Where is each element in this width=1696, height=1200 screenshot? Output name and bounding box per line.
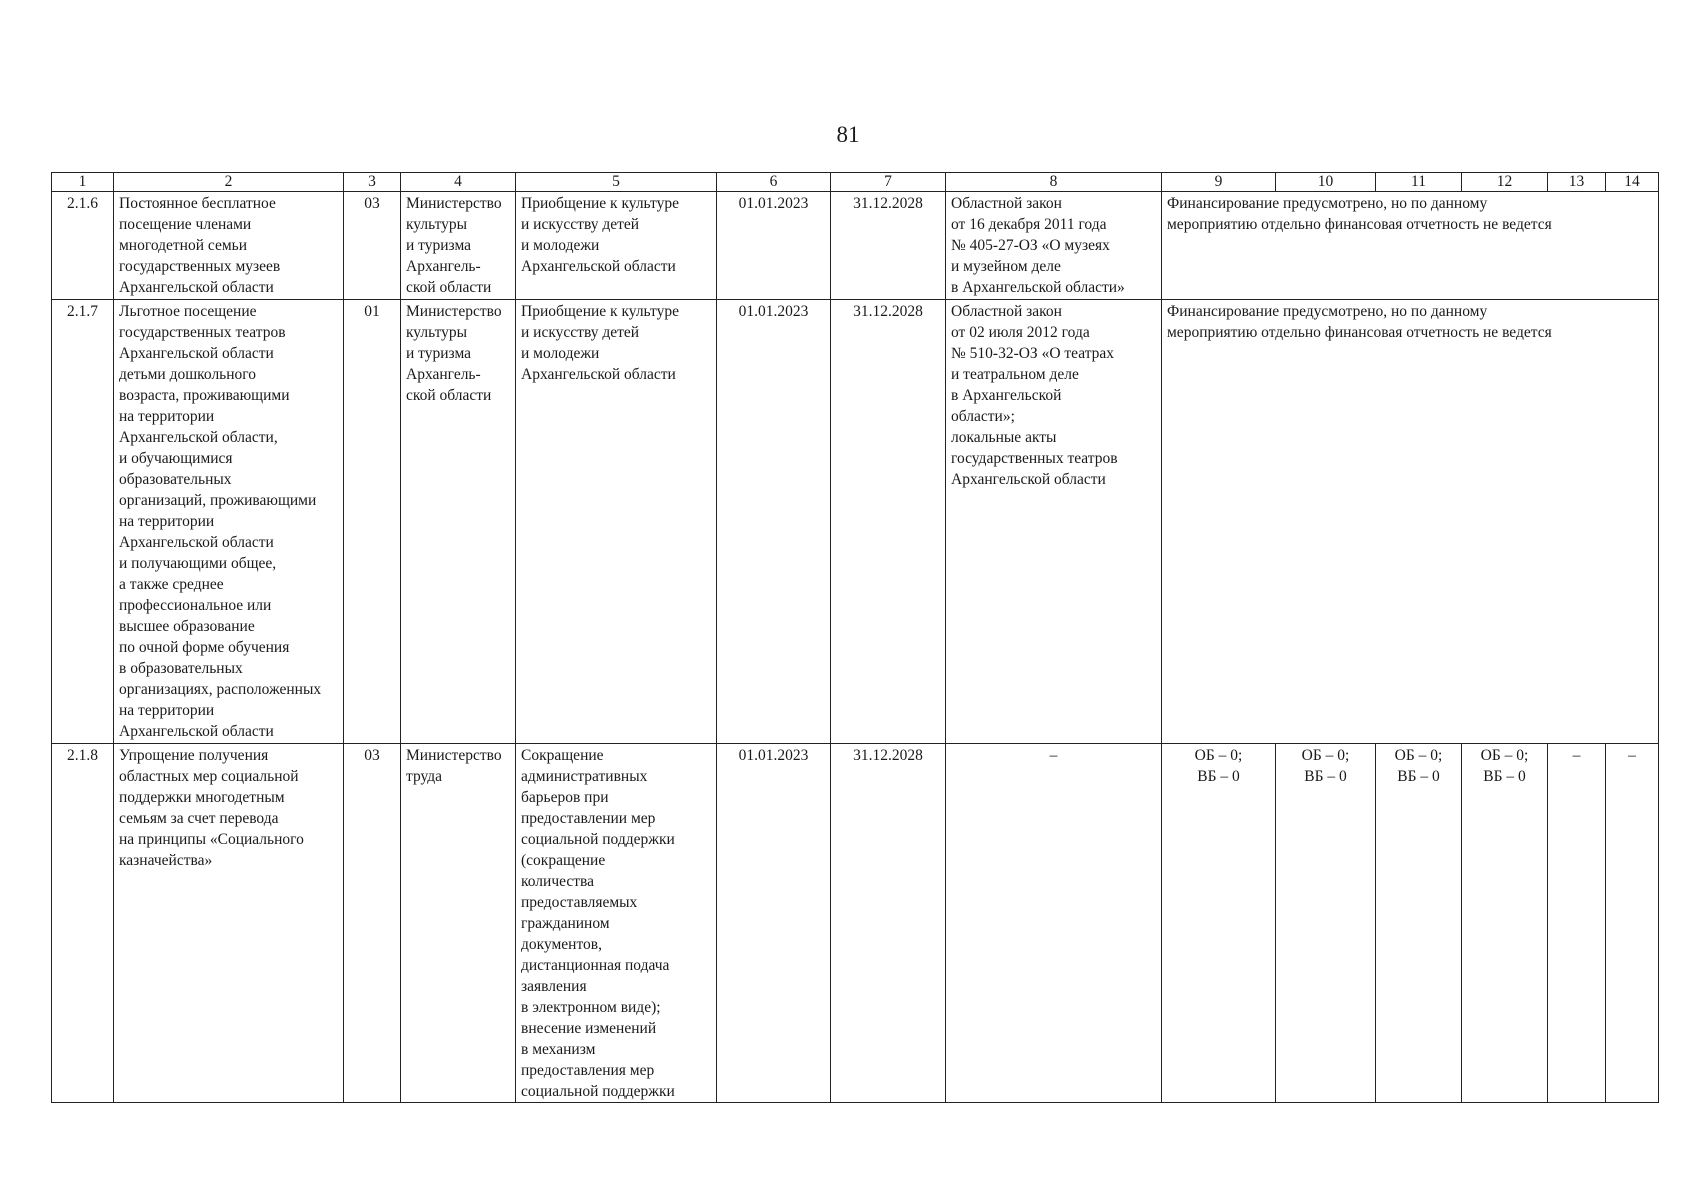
executor: Министерство труда — [401, 744, 516, 1103]
end-date: 31.12.2028 — [831, 300, 946, 744]
legal-basis: Областной закон от 02 июля 2012 года № 510-32-ОЗ «О театрах и театральном деле в Архангельской области»; локальные акты государственных театров Архангельской области — [946, 300, 1162, 744]
table-row — [52, 192, 1659, 300]
executor: Министерство культуры и туризма Архангель- ской области — [401, 300, 516, 744]
expected-result: Приобщение к культуре и искусству детей и молодежи Архангельской области — [516, 300, 717, 744]
measure-code: 03 — [344, 192, 401, 300]
column-header: 13 — [1548, 173, 1606, 192]
column-header: 12 — [1462, 173, 1548, 192]
funding-col-9: ОБ – 0; ВБ – 0 — [1162, 744, 1276, 1103]
funding-col-11: ОБ – 0; ВБ – 0 — [1376, 744, 1462, 1103]
column-header: 3 — [344, 173, 401, 192]
table-row — [52, 744, 1659, 1103]
column-header: 1 — [52, 173, 114, 192]
column-header: 8 — [946, 173, 1162, 192]
column-header: 2 — [114, 173, 344, 192]
funding-col-10: ОБ – 0; ВБ – 0 — [1276, 744, 1376, 1103]
table-row — [52, 300, 1659, 744]
legal-basis: Областной закон от 16 декабря 2011 года № 405-27-ОЗ «О музеях и музейном деле в Архангельской области» — [946, 192, 1162, 300]
legal-basis: – — [946, 744, 1162, 1103]
measure-name: Льготное посещение государственных театров Архангельской области детьми дошкольного возраста, проживающими на территории Архангельской области, и обучающимися образовательных организаций, проживающими на территории Архангельской области и получающими общее, а также среднее профессиональное или высшее образование по очной форме обучения в образовательных организациях, расположенных на территории Архангельской области — [114, 300, 344, 744]
column-header: 14 — [1606, 173, 1659, 192]
executor: Министерство культуры и туризма Архангель- ской области — [401, 192, 516, 300]
start-date: 01.01.2023 — [717, 192, 831, 300]
funding-col-12: ОБ – 0; ВБ – 0 — [1462, 744, 1548, 1103]
row-number: 2.1.8 — [52, 744, 114, 1103]
measure-code: 03 — [344, 744, 401, 1103]
page-number: 81 — [836, 122, 860, 147]
column-header: 11 — [1376, 173, 1462, 192]
table-header-row — [52, 173, 1659, 192]
financing-note: Финансирование предусмотрено, но по данному мероприятию отдельно финансовая отчетность не ведется — [1162, 300, 1659, 744]
measures-table — [51, 172, 1659, 1103]
column-header: 6 — [717, 173, 831, 192]
row-number: 2.1.7 — [52, 300, 114, 744]
row-number: 2.1.6 — [52, 192, 114, 300]
measure-code: 01 — [344, 300, 401, 744]
funding-col-14: – — [1606, 744, 1659, 1103]
column-header: 4 — [401, 173, 516, 192]
end-date: 31.12.2028 — [831, 744, 946, 1103]
start-date: 01.01.2023 — [717, 744, 831, 1103]
column-header: 7 — [831, 173, 946, 192]
start-date: 01.01.2023 — [717, 300, 831, 744]
end-date: 31.12.2028 — [831, 192, 946, 300]
measure-name: Постоянное бесплатное посещение членами многодетной семьи государственных музеев Архангельской области — [114, 192, 344, 300]
expected-result: Сокращение административных барьеров при предоставлении мер социальной поддержки (сокращение количества предоставляемых гражданином документов, дистанционная подача заявления в электронном виде); внесение изменений в механизм предоставления мер социальной поддержки — [516, 744, 717, 1103]
measure-name: Упрощение получения областных мер социальной поддержки многодетным семьям за счет перевода на принципы «Социального казначейства» — [114, 744, 344, 1103]
column-header: 10 — [1276, 173, 1376, 192]
column-header: 9 — [1162, 173, 1276, 192]
column-header: 5 — [516, 173, 717, 192]
funding-col-13: – — [1548, 744, 1606, 1103]
expected-result: Приобщение к культуре и искусству детей и молодежи Архангельской области — [516, 192, 717, 300]
financing-note: Финансирование предусмотрено, но по данному мероприятию отдельно финансовая отчетность не ведется — [1162, 192, 1659, 300]
